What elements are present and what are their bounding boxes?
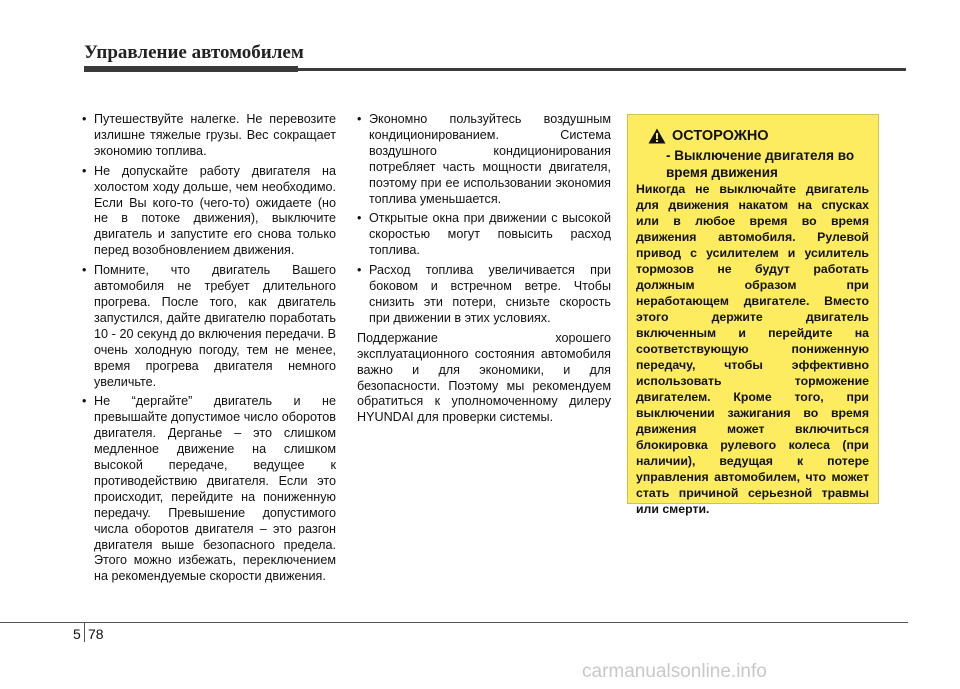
list-item: • Открытые окна при движении с высокой скоростью могут повысить расход топлива. (357, 211, 611, 259)
page-header-title: Управление автомобилем (84, 42, 304, 63)
warning-triangle-icon (648, 128, 666, 144)
section-number: 5 (73, 626, 81, 642)
list-item: • Не допускайте работу двигателя на холостом ходу дольше, чем необходимо. Если Вы кого-то (чего-то) ожидаете (но не в потоке движения), выключите двигатель и запустите его снова только перед возобновлением движения. (82, 164, 336, 259)
list-item: • Экономно пользуйтесь воздушным кондиционированием. Система воздушного кондиционирования потребляет часть мощности двигателя, поэтому при ее использовании экономия топлива уменьшается. (357, 112, 611, 207)
page-number-separator (84, 622, 85, 642)
tips-list-left (82, 112, 336, 585)
header-rule-accent (84, 66, 298, 72)
watermark: carmanualsonline.info (582, 661, 767, 682)
warning-box (627, 114, 879, 516)
warning-title: ОСТОРОЖНО (672, 128, 769, 144)
warning-body: Никогда не выключайте двигатель для движения накатом на спусках или в любое время во время движения автомобиля. Рулевой привод с усилителем и усилитель тормозов не будут работать должным образом при неработающем двигателе. Вместо этого держите двигатель включенным и перейдите на соответствующую пониженную передачу, чтобы эффективно использовать торможение двигателем. Кроме того, при выключении зажигания во время движения может включиться блокировка рулевого колеса (при наличии), ведущая к потере управления автомобилем, что может стать причиной серьезной травмы или смерти. (636, 182, 869, 516)
list-item: • Не “дергайте” двигатель и не превышайте допустимое число оборотов двигателя. Дерганье – это слишком медленное движение на слишком высокой передаче, ведущее к противодействию двигателя. Если это происходит, перейдите на пониженную передачу. Превышение допустимого числа оборотов двигателя – это разгон двигателя выше безопасного предела. Этого можно избежать, переключением на рекомендуемые скорости движения. (82, 394, 336, 585)
warning-header (648, 128, 769, 144)
tips-list-middle (357, 112, 611, 327)
list-item: • Путешествуйте налегке. Не перевозите излишне тяжелые грузы. Вес сокращает экономию топлива. (82, 112, 336, 160)
list-item: • Помните, что двигатель Вашего автомобиля не требует длительного прогрева. После того, как двигатель запустился, дайте двигателю поработать 10 - 20 секунд до включения передачи. В очень холодную погоду, тем не менее, время прогрева двигателя немного увеличьте. (82, 263, 336, 390)
list-item: • Расход топлива увеличивается при боковом и встречном ветре. Чтобы снизить эти потери, снизьте скорость при движении в этих условиях. (357, 263, 611, 327)
left-column (82, 112, 336, 589)
footer-rule (0, 622, 908, 623)
middle-column (357, 112, 611, 426)
warning-subtitle: - Выключение двигателя во время движения (666, 148, 855, 180)
page-number: 78 (88, 626, 104, 642)
maintenance-paragraph: Поддержание хорошего эксплуатационного состояния автомобиля важно и для экономики, и для безопасности. Поэтому мы рекомендуем обратиться к уполномоченному дилеру HYUNDAI для проверки системы. (357, 330, 611, 425)
